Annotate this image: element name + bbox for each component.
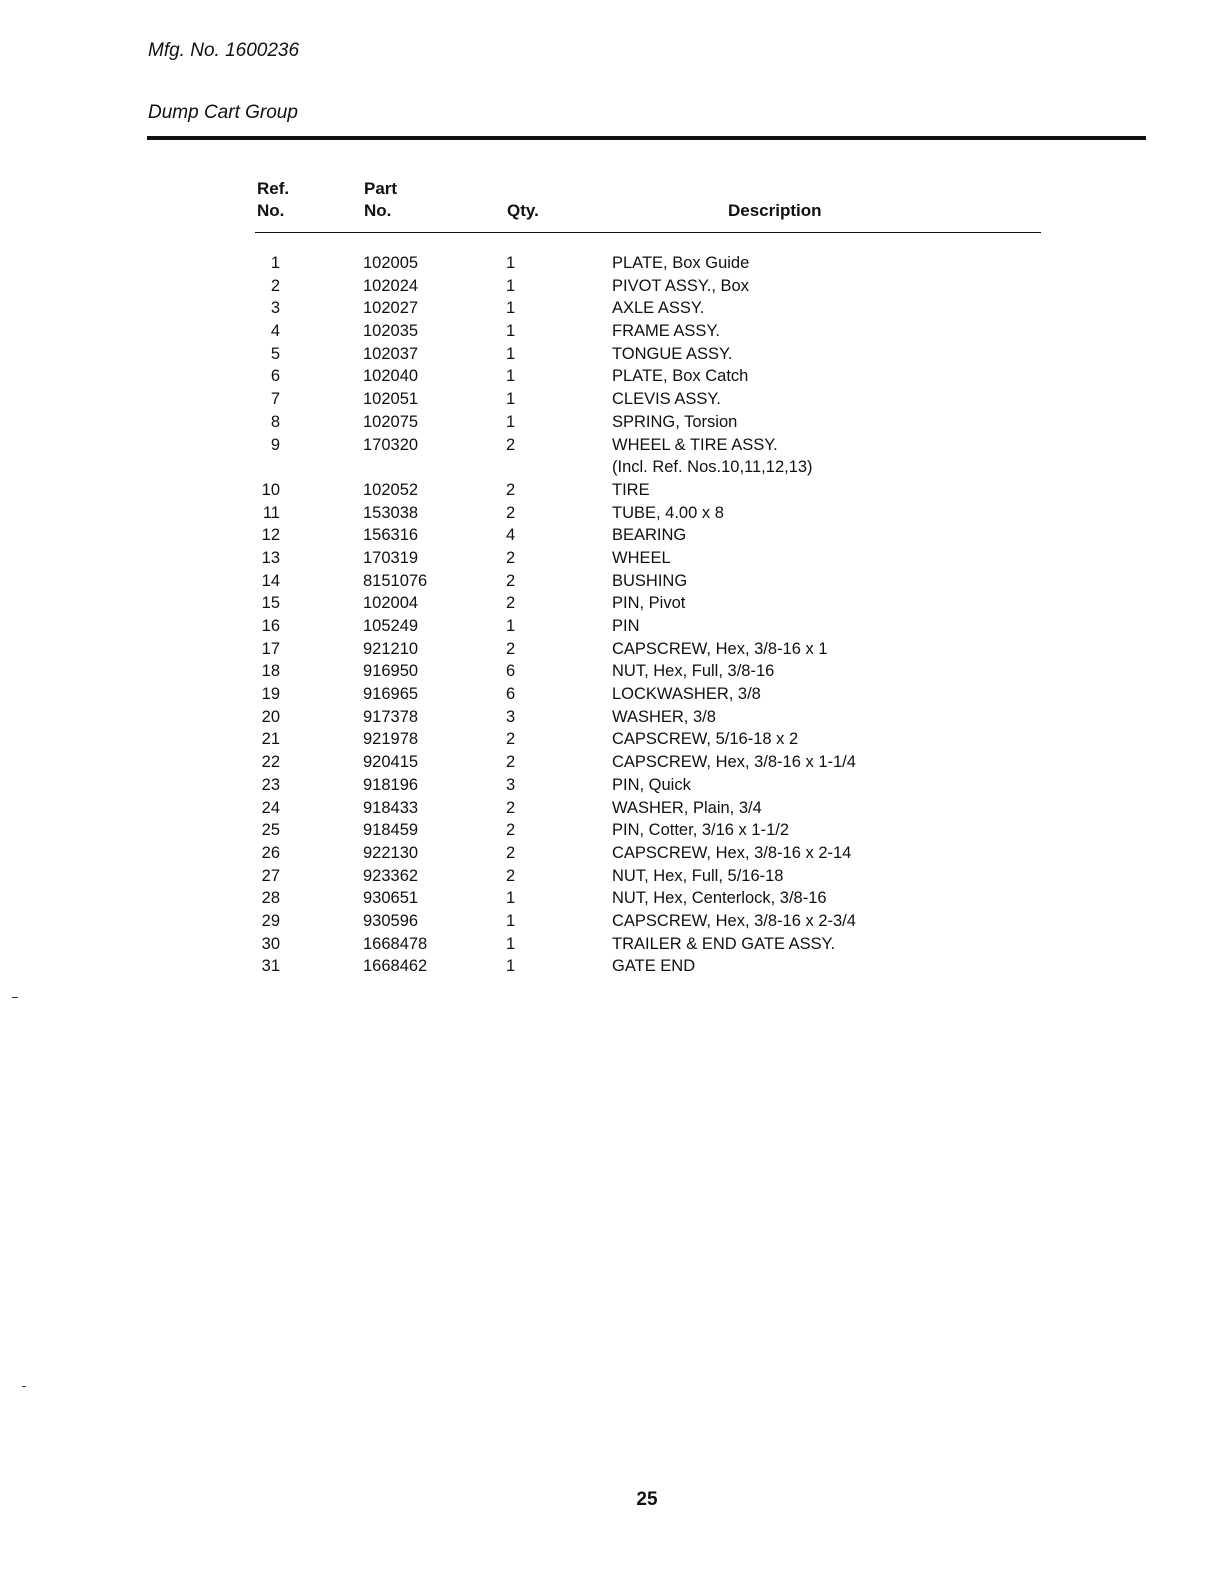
row-part-no: 918459	[363, 821, 419, 840]
col-header-part-line1: Part	[364, 179, 398, 198]
row-qty: 1	[506, 911, 516, 930]
page-number: 25	[636, 1489, 658, 1510]
table-row	[0, 320, 1218, 343]
row-part-no: 102051	[363, 390, 419, 409]
table-row	[0, 910, 1218, 933]
row-description: CAPSCREW, Hex, 3/8-16 x 2-3/4	[612, 911, 856, 930]
row-qty: 2	[506, 730, 516, 749]
col-header-part	[364, 178, 397, 222]
row-description: BEARING	[612, 526, 687, 545]
row-part-no: 102027	[363, 299, 419, 318]
table-row	[0, 252, 1218, 275]
mfg-number: Mfg. No. 1600236	[148, 40, 300, 61]
row-ref-no: 22	[261, 753, 280, 772]
row-qty: 2	[506, 639, 516, 658]
row-part-no: 102052	[363, 480, 419, 499]
row-description: CAPSCREW, Hex, 3/8-16 x 1	[612, 639, 828, 658]
table-row	[0, 456, 1218, 479]
row-qty: 3	[506, 707, 516, 726]
row-qty: 2	[506, 571, 516, 590]
row-description: PIN	[612, 617, 640, 635]
row-part-no: 170320	[363, 435, 419, 454]
row-ref-no: 12	[261, 526, 280, 545]
table-row	[0, 615, 1218, 638]
table-row	[0, 297, 1218, 320]
row-ref-no: 10	[261, 480, 280, 499]
row-description: PIN, Cotter, 3/16 x 1-1/2	[612, 821, 790, 840]
row-ref-no: 7	[270, 390, 280, 409]
row-ref-no: 2	[270, 276, 280, 295]
row-ref-no: 16	[261, 617, 280, 635]
row-qty: 2	[506, 798, 516, 817]
table-row	[0, 388, 1218, 411]
row-part-no: 921978	[363, 730, 419, 749]
table-row	[0, 683, 1218, 706]
row-qty: 4	[506, 526, 516, 545]
row-ref-no: 28	[261, 889, 280, 908]
row-part-no: 930596	[363, 911, 419, 930]
row-description: PLATE, Box Catch	[612, 367, 749, 386]
table-row	[0, 547, 1218, 570]
row-description: CAPSCREW, 5/16-18 x 2	[612, 730, 799, 749]
row-part-no: 921210	[363, 639, 419, 658]
row-qty: 1	[506, 276, 516, 295]
row-description: CLEVIS ASSY.	[612, 390, 721, 409]
row-part-no: 156316	[363, 526, 419, 545]
row-description: FRAME ASSY.	[612, 322, 720, 341]
column-header-rule	[255, 232, 1041, 233]
row-description: PIN, Pivot	[612, 594, 686, 613]
row-description: TRAILER & END GATE ASSY.	[612, 934, 836, 953]
col-header-ref-line1: Ref.	[257, 179, 290, 198]
table-row	[0, 751, 1218, 774]
row-part-no: 922130	[363, 843, 419, 862]
header-rule	[147, 136, 1146, 140]
table-row	[0, 343, 1218, 366]
row-ref-no: 8	[270, 412, 280, 431]
row-ref-no: 29	[261, 911, 280, 930]
row-qty: 2	[506, 753, 516, 772]
row-ref-no: 31	[261, 957, 280, 976]
row-ref-no: 5	[270, 344, 280, 363]
table-row	[0, 660, 1218, 683]
row-ref-no: 1	[270, 254, 280, 272]
row-description: WHEEL & TIRE ASSY.	[612, 435, 778, 454]
row-part-no: 1668462	[363, 957, 428, 976]
row-part-no: 102040	[363, 367, 419, 386]
row-description: TUBE, 4.00 x 8	[612, 503, 724, 522]
row-qty: 2	[506, 821, 516, 840]
row-description: NUT, Hex, Centerlock, 3/8-16	[612, 889, 827, 908]
row-qty: 6	[506, 685, 516, 704]
row-qty: 2	[506, 548, 516, 567]
row-part-no: 102035	[363, 322, 419, 341]
row-qty: 2	[506, 480, 516, 499]
row-part-no: 102005	[363, 254, 419, 272]
row-part-no: 102004	[363, 594, 419, 613]
table-row	[0, 887, 1218, 910]
row-part-no: 170319	[363, 548, 419, 567]
group-title: Dump Cart Group	[148, 102, 298, 123]
row-ref-no: 15	[261, 594, 280, 613]
row-ref-no: 21	[261, 730, 280, 749]
row-part-no: 8151076	[363, 571, 428, 590]
row-qty: 2	[506, 866, 516, 885]
row-description: NUT, Hex, Full, 3/8-16	[612, 662, 775, 681]
row-part-no: 916950	[363, 662, 419, 681]
col-header-part-line2: No.	[364, 201, 392, 220]
row-qty: 1	[506, 889, 516, 908]
row-ref-no: 25	[261, 821, 280, 840]
row-ref-no: 19	[261, 685, 280, 704]
row-qty: 2	[506, 594, 516, 613]
row-ref-no: 9	[270, 435, 280, 454]
table-row	[0, 842, 1218, 865]
row-description: CAPSCREW, Hex, 3/8-16 x 2-14	[612, 843, 852, 862]
row-ref-no: 23	[261, 775, 280, 794]
row-description: NUT, Hex, Full, 5/16-18	[612, 866, 784, 885]
table-row	[0, 479, 1218, 502]
row-part-no: 102075	[363, 412, 419, 431]
row-qty: 1	[506, 957, 516, 976]
row-description: PIN, Quick	[612, 775, 691, 794]
table-row	[0, 728, 1218, 751]
row-ref-no: 26	[261, 843, 280, 862]
table-row	[0, 955, 1218, 978]
table-row	[0, 570, 1218, 593]
table-row	[0, 365, 1218, 388]
table-row	[0, 706, 1218, 729]
row-description: TIRE	[612, 480, 650, 499]
parts-table	[0, 252, 1218, 978]
table-row	[0, 797, 1218, 820]
col-header-description: Description	[728, 201, 822, 220]
table-row	[0, 434, 1218, 457]
row-description: AXLE ASSY.	[612, 299, 705, 318]
table-row	[0, 774, 1218, 797]
col-header-ref-line2: No.	[257, 201, 285, 220]
row-part-no: 917378	[363, 707, 419, 726]
table-row	[0, 275, 1218, 298]
row-part-no: 102024	[363, 276, 419, 295]
row-qty: 1	[506, 322, 516, 341]
row-part-no: 153038	[363, 503, 419, 522]
row-qty: 2	[506, 503, 516, 522]
scan-speck	[12, 997, 18, 998]
row-qty: 1	[506, 299, 516, 318]
col-header-qty: Qty.	[507, 201, 539, 220]
table-row	[0, 933, 1218, 956]
row-part-no: 1668478	[363, 934, 428, 953]
row-ref-no: 14	[261, 571, 280, 590]
row-ref-no: 30	[261, 934, 280, 953]
row-description: WHEEL	[612, 548, 671, 567]
table-row	[0, 592, 1218, 615]
row-qty: 6	[506, 662, 516, 681]
row-qty: 1	[506, 617, 516, 635]
row-ref-no: 13	[261, 548, 280, 567]
row-ref-no: 3	[270, 299, 280, 318]
table-row	[0, 502, 1218, 525]
row-part-no: 918196	[363, 775, 419, 794]
col-header-ref	[257, 178, 289, 222]
row-ref-no: 18	[261, 662, 280, 681]
row-ref-no: 17	[261, 639, 280, 658]
row-part-no: 916965	[363, 685, 419, 704]
row-part-no: 930651	[363, 889, 419, 908]
row-part-no: 918433	[363, 798, 419, 817]
row-qty: 1	[506, 344, 516, 363]
row-part-no: 105249	[363, 617, 419, 635]
row-description: CAPSCREW, Hex, 3/8-16 x 1-1/4	[612, 753, 856, 772]
row-ref-no: 11	[262, 503, 280, 522]
row-qty: 2	[506, 843, 516, 862]
row-ref-no: 6	[270, 367, 280, 386]
row-part-no: 920415	[363, 753, 419, 772]
row-description: LOCKWASHER, 3/8	[612, 685, 761, 704]
table-row	[0, 524, 1218, 547]
row-description: TONGUE ASSY.	[612, 344, 733, 363]
row-ref-no: 4	[270, 322, 280, 341]
row-description: GATE END	[612, 957, 696, 976]
row-qty: 2	[506, 435, 516, 454]
row-qty: 3	[506, 775, 516, 794]
row-description: (Incl. Ref. Nos.10,11,12,13)	[612, 458, 813, 477]
row-description: SPRING, Torsion	[612, 412, 738, 431]
row-qty: 1	[506, 367, 516, 386]
scan-speck	[22, 1386, 26, 1387]
row-description: PLATE, Box Guide	[612, 254, 750, 272]
row-ref-no: 20	[261, 707, 280, 726]
row-qty: 1	[506, 412, 516, 431]
row-qty: 1	[506, 254, 516, 272]
row-qty: 1	[506, 390, 516, 409]
row-ref-no: 24	[261, 798, 280, 817]
row-ref-no: 27	[261, 866, 280, 885]
row-qty: 1	[506, 934, 516, 953]
table-row	[0, 819, 1218, 842]
table-row	[0, 411, 1218, 434]
row-description: BUSHING	[612, 571, 688, 590]
row-description: PIVOT ASSY., Box	[612, 276, 749, 295]
table-row	[0, 638, 1218, 661]
row-part-no: 102037	[363, 344, 419, 363]
row-part-no: 923362	[363, 866, 419, 885]
row-description: WASHER, Plain, 3/4	[612, 798, 762, 817]
table-row	[0, 865, 1218, 888]
row-description: WASHER, 3/8	[612, 707, 716, 726]
